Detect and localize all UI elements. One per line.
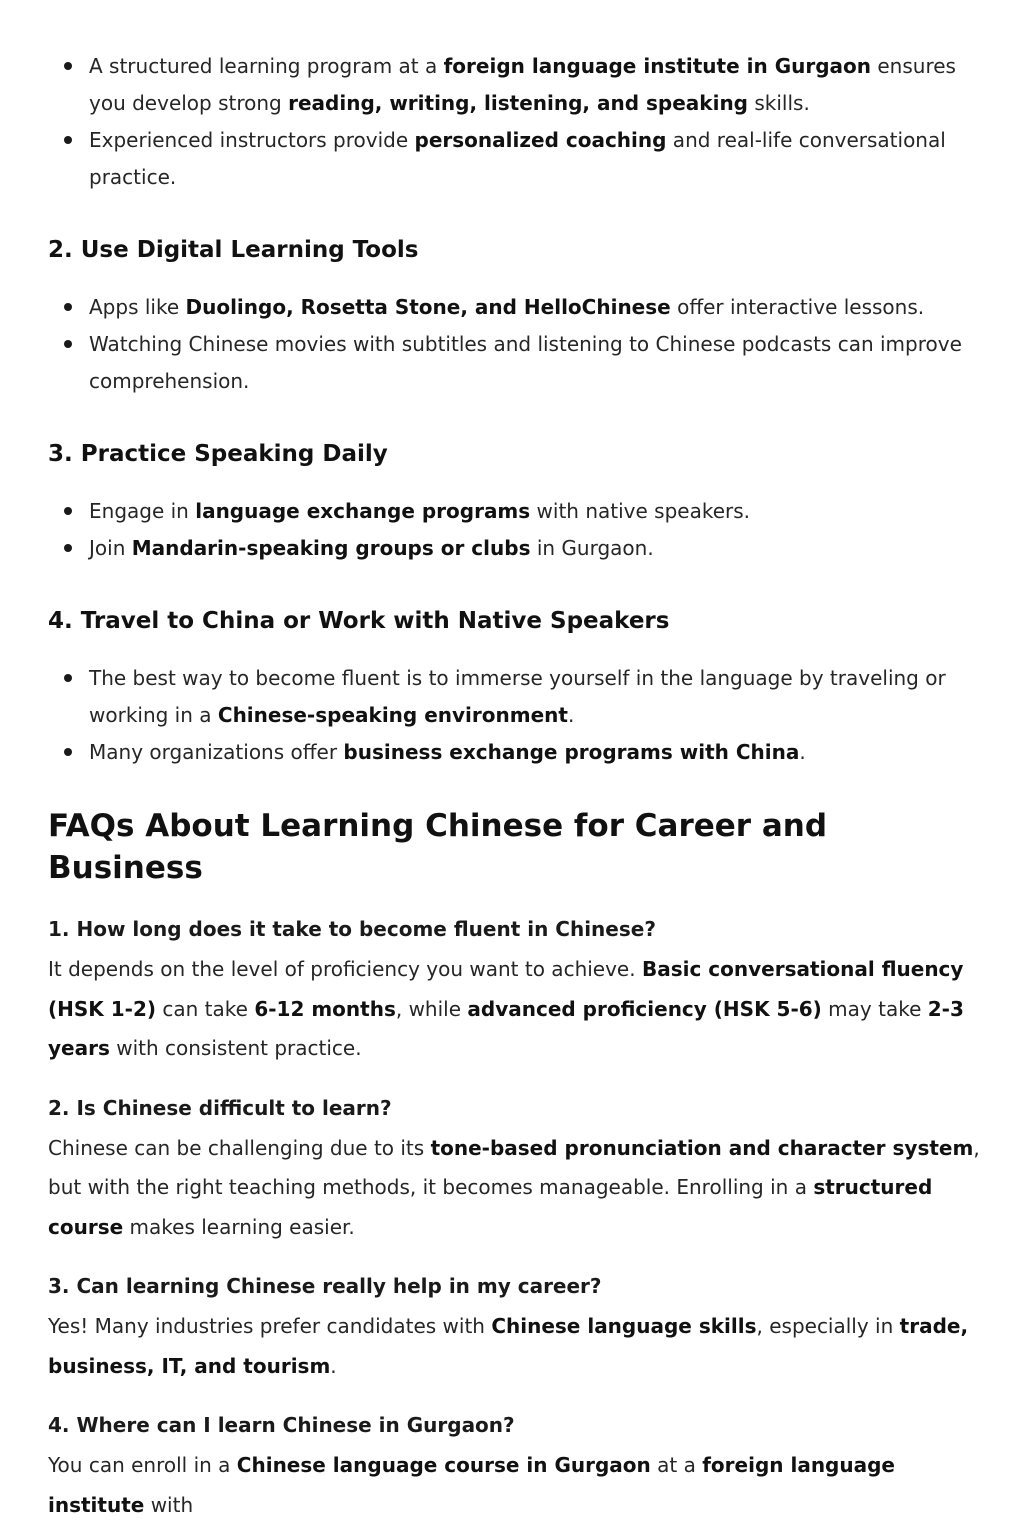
- text-run: Yes! Many industries prefer candidates with: [48, 1314, 492, 1338]
- bold-text: tone-based pronunciation and character system: [430, 1135, 974, 1160]
- bold-text: Mandarin-speaking groups or clubs: [131, 536, 531, 560]
- faq-question: 3. Can learning Chinese really help in my career?: [48, 1274, 602, 1298]
- faq-item: [48, 1093, 984, 1248]
- text-run: It depends on the level of proficiency you want to achieve.: [48, 957, 642, 981]
- bullet-item: [89, 493, 984, 530]
- section4-list: [48, 660, 984, 771]
- text-run: Join: [89, 536, 132, 560]
- text-run: Experienced instructors provide: [89, 128, 415, 152]
- text-run: Apps like: [89, 295, 186, 319]
- text-run: Chinese can be challenging due to its: [48, 1135, 431, 1160]
- section4-heading: 4. Travel to China or Work with Native Speakers: [48, 608, 670, 634]
- bullet-item: [89, 122, 984, 196]
- text-run: ensures you develop strong: [89, 54, 956, 115]
- faq-item: [48, 1410, 984, 1525]
- text-run: with native speakers.: [530, 499, 751, 523]
- text-run: .: [330, 1353, 337, 1378]
- faq-answer: [48, 950, 984, 1069]
- bold-text: trade, business, IT, and tourism: [48, 1314, 969, 1378]
- faq-answer: [48, 1446, 984, 1525]
- text-run: You can enroll in a: [48, 1453, 237, 1477]
- section3-list: [48, 493, 984, 567]
- bold-text: Duolingo, Rosetta Stone, and HelloChinese: [185, 295, 671, 319]
- text-run: Watching Chinese movies with subtitles and listening to Chinese podcasts can improve comprehension.: [89, 332, 962, 393]
- text-run: .: [567, 703, 575, 727]
- text-run: Many organizations offer: [89, 740, 344, 764]
- text-run: .: [799, 740, 806, 764]
- faq-question: 4. Where can I learn Chinese in Gurgaon?: [48, 1413, 515, 1437]
- bold-text: Chinese language skills: [491, 1314, 757, 1338]
- text-run: Engage in: [89, 499, 196, 523]
- text-run: offer interactive lessons.: [670, 295, 925, 319]
- bullet-item: [89, 530, 984, 567]
- text-run: skills.: [748, 91, 810, 115]
- bold-text: personalized coaching: [414, 128, 667, 152]
- text-run: , especially in: [756, 1314, 900, 1338]
- bold-text: structured course: [48, 1175, 933, 1239]
- text-run: can take: [156, 996, 255, 1021]
- bold-text: business exchange programs with China: [343, 740, 800, 764]
- text-run: with consistent practice.: [109, 1036, 362, 1060]
- bullet-item: [89, 48, 984, 122]
- text-run: and real-life conversational practice.: [89, 128, 946, 189]
- bold-text: foreign language institute: [48, 1453, 895, 1517]
- bold-text: Chinese-speaking environment: [217, 703, 568, 727]
- text-run: , while: [395, 996, 468, 1021]
- text-run: , but with the right teaching methods, it becomes manageable. Enrolling in a: [48, 1135, 980, 1199]
- faq-title: FAQs About Learning Chinese for Career and Business: [48, 808, 828, 886]
- bold-text: 2-3 years: [48, 996, 964, 1060]
- text-run: may take: [821, 996, 928, 1021]
- section3-heading: 3. Practice Speaking Daily: [48, 441, 388, 467]
- faq-item: [48, 1271, 984, 1386]
- bold-text: reading, writing, listening, and speaking: [288, 91, 749, 115]
- bold-text: Chinese language course in Gurgaon: [236, 1453, 651, 1477]
- text-run: at a: [650, 1453, 703, 1477]
- text-run: in Gurgaon.: [530, 536, 654, 560]
- bold-text: advanced proficiency (HSK 5-6): [467, 996, 822, 1021]
- bullet-item: [89, 734, 984, 771]
- faq-answer: [48, 1307, 984, 1386]
- bullet-item: [89, 326, 984, 400]
- faq-question: 2. Is Chinese difficult to learn?: [48, 1095, 392, 1120]
- text-run: with: [144, 1492, 194, 1517]
- faq-answer: [48, 1129, 984, 1248]
- text-run: makes learning easier.: [123, 1214, 355, 1239]
- document-page: [0, 48, 1024, 1517]
- bold-text: 6-12 months: [254, 996, 396, 1021]
- section1-list: [48, 48, 984, 196]
- text-run: The best way to become fluent is to immerse yourself in the language by traveling or working in a: [89, 666, 946, 727]
- faq-question: 1. How long does it take to become fluent in Chinese?: [48, 917, 656, 941]
- section2-heading: 2. Use Digital Learning Tools: [48, 237, 419, 263]
- text-run: A structured learning program at a: [89, 54, 444, 78]
- section2-list: [48, 289, 984, 400]
- faq-item: [48, 914, 984, 1069]
- bold-text: Basic conversational fluency (HSK 1-2): [48, 957, 964, 1021]
- bold-text: language exchange programs: [195, 499, 531, 523]
- bullet-item: [89, 660, 984, 734]
- bold-text: foreign language institute in Gurgaon: [443, 54, 872, 78]
- bullet-item: [89, 289, 984, 326]
